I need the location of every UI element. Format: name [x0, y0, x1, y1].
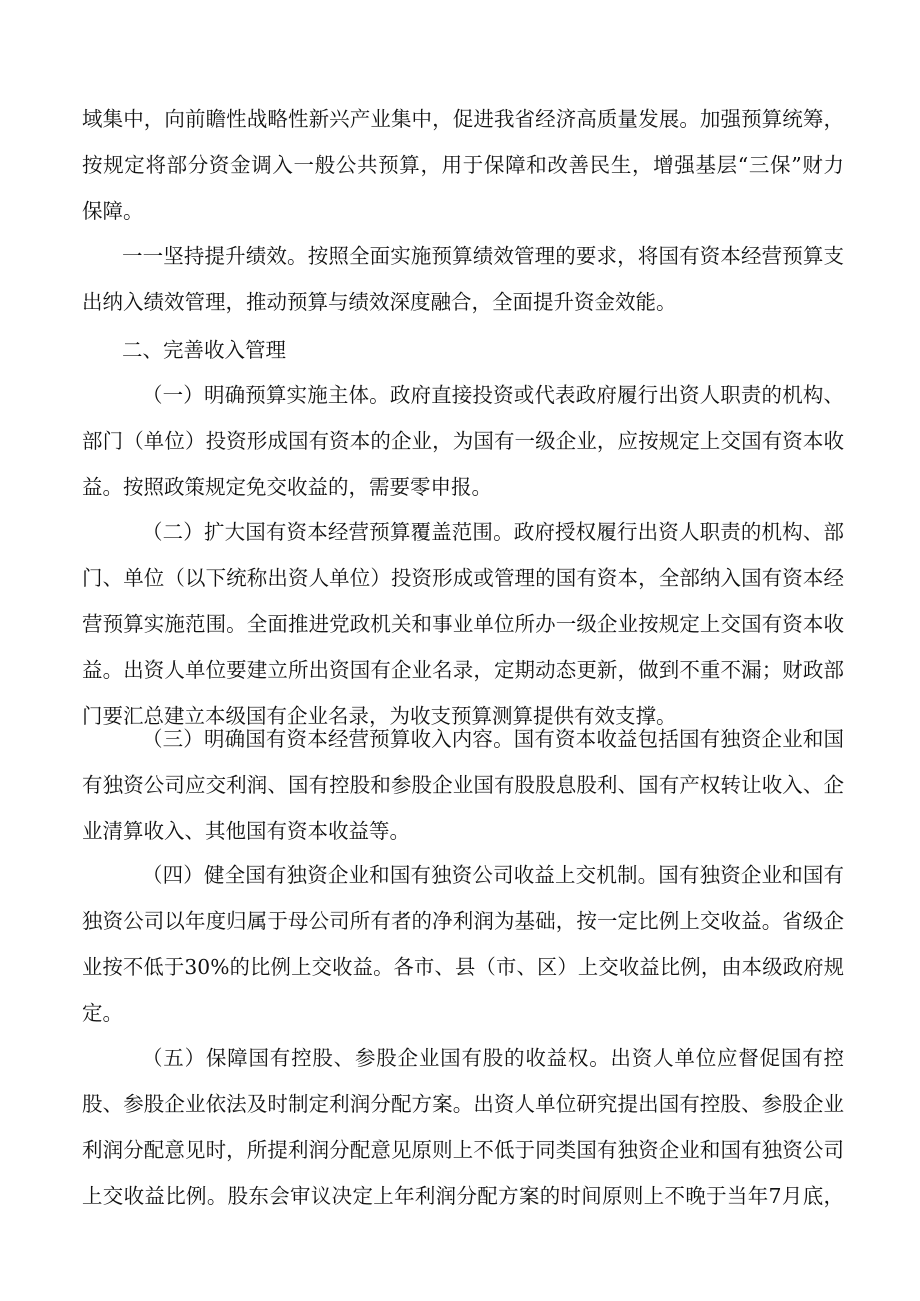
paragraph-item-1 — [82, 372, 844, 510]
paragraph-item-3 — [82, 716, 844, 854]
text-line: 定。 — [82, 1001, 123, 1025]
text-line: 营预算实施范围。全面推进党政机关和事业单位所办一级企业按规定上交国有资本收 — [82, 612, 844, 636]
text-line: 保障。 — [82, 199, 144, 223]
text-line: （三）明确国有资本经营预算收入内容。国有资本收益包括国有独资企业和国 — [142, 727, 844, 751]
paragraph-item-5 — [82, 1035, 844, 1219]
paragraph-item-2 — [82, 509, 844, 739]
text-line: 一一坚持提升绩效。按照全面实施预算绩效管理的要求，将国有资本经营预算支 — [122, 244, 844, 268]
text-line: 上交收益比例。股东会审议决定上年利润分配方案的时间原则上不晚于当年7月底， — [82, 1184, 844, 1208]
text-line: 有独资公司应交利润、国有控股和参股企业国有股股息股利、国有产权转让收入、企 — [82, 773, 844, 797]
section-heading: 二、完善收入管理 — [122, 338, 286, 362]
paragraph-budget-coordination — [82, 96, 844, 234]
text-line: 益。出资人单位要建立所出资国有企业名录，定期动态更新，做到不重不漏；财政部 — [82, 658, 844, 682]
text-line: 域集中，向前瞻性战略性新兴产业集中，促进我省经济高质量发展。加强预算统筹， — [82, 107, 844, 131]
paragraph-item-4 — [82, 852, 844, 1036]
text-line: （一）明确预算实施主体。政府直接投资或代表政府履行出资人职责的机构、 — [142, 383, 844, 407]
text-line: 股、参股企业依法及时制定利润分配方案。出资人单位研究提出国有控股、参股企业 — [82, 1092, 844, 1116]
text-line: 利润分配意见时，所提利润分配意见原则上不低于同类国有独资企业和国有独资公司 — [82, 1138, 844, 1162]
text-line: 出纳入绩效管理，推动预算与绩效深度融合，全面提升资金效能。 — [82, 290, 677, 314]
text-line: （四）健全国有独资企业和国有独资公司收益上交机制。国有独资企业和国有 — [142, 863, 844, 887]
text-line: 业清算收入、其他国有资本收益等。 — [82, 819, 410, 843]
paragraph-performance — [82, 233, 844, 325]
section-heading-income-management — [82, 327, 844, 373]
text-line: 门、单位（以下统称出资人单位）投资形成或管理的国有资本，全部纳入国有资本经 — [82, 566, 844, 590]
text-line: 益。按照政策规定免交收益的，需要零申报。 — [82, 475, 492, 499]
text-line: 门要汇总建立本级国有企业名录，为收支预算测算提供有效支撑。 — [82, 704, 677, 728]
text-line: 部门（单位）投资形成国有资本的企业，为国有一级企业，应按规定上交国有资本收 — [82, 429, 844, 453]
text-line: （五）保障国有控股、参股企业国有股的收益权。出资人单位应督促国有控 — [142, 1046, 844, 1070]
text-line: 按规定将部分资金调入一般公共预算，用于保障和改善民生，增强基层“三保”财力 — [82, 153, 844, 177]
text-line: 业按不低于30%的比例上交收益。各市、县（市、区）上交收益比例，由本级政府规 — [82, 955, 844, 979]
text-line: （二）扩大国有资本经营预算覆盖范围。政府授权履行出资人职责的机构、部 — [142, 520, 844, 544]
text-line: 独资公司以年度归属于母公司所有者的净利润为基础，按一定比例上交收益。省级企 — [82, 909, 844, 933]
